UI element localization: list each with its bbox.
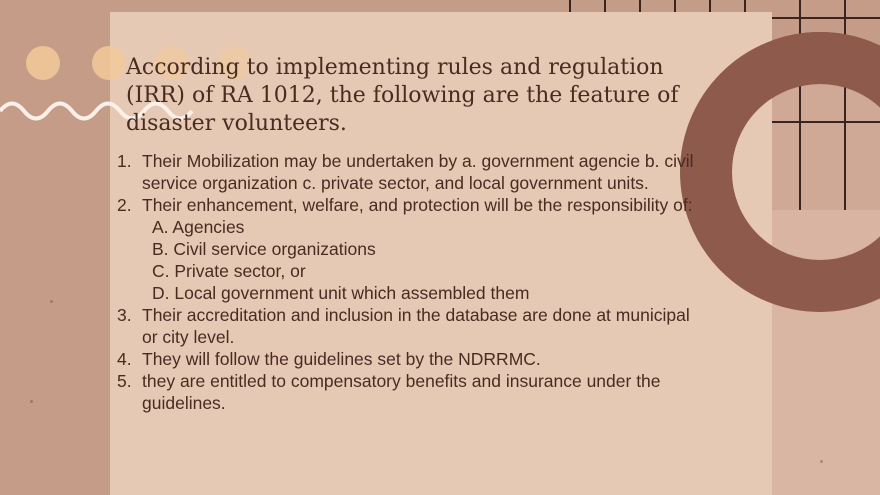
list-item-text: they are entitled to compensatory benefits and insurance under the guidelines. — [142, 371, 661, 413]
list-number: 2. — [117, 195, 132, 215]
list-item — [117, 150, 697, 194]
list-item-text: They will follow the guidelines set by the NDRRMC. — [142, 349, 541, 369]
sub-item: C. Private sector, or — [152, 261, 306, 281]
sub-item: D. Local government unit which assembled them — [152, 283, 530, 303]
list-number: 1. — [117, 151, 132, 171]
list-number: 3. — [117, 305, 132, 325]
dot-decoration — [92, 46, 126, 80]
feature-list — [117, 150, 697, 414]
list-number: 5. — [117, 371, 132, 391]
list-item — [117, 194, 697, 304]
list-item — [117, 348, 697, 370]
speck-decoration — [820, 460, 823, 463]
list-number: 4. — [117, 349, 132, 369]
speck-decoration — [50, 300, 53, 303]
list-item — [117, 304, 697, 348]
list-item-text: Their enhancement, welfare, and protection will be the responsibility of: — [142, 195, 693, 215]
dot-decoration — [26, 46, 60, 80]
list-item-text: Their Mobilization may be undertaken by a. government agencie b. civil service organization c. private sector, and local government units. — [142, 151, 694, 193]
speck-decoration — [30, 400, 33, 403]
list-item-text: Their accreditation and inclusion in the database are done at municipal or city level. — [142, 305, 690, 347]
slide-title: According to implementing rules and regulation (IRR) of RA 1012, the following are the feature of disaster volunteers. — [126, 55, 679, 136]
list-item — [117, 370, 697, 414]
sub-item: B. Civil service organizations — [152, 239, 376, 259]
sub-item: A. Agencies — [152, 217, 245, 237]
